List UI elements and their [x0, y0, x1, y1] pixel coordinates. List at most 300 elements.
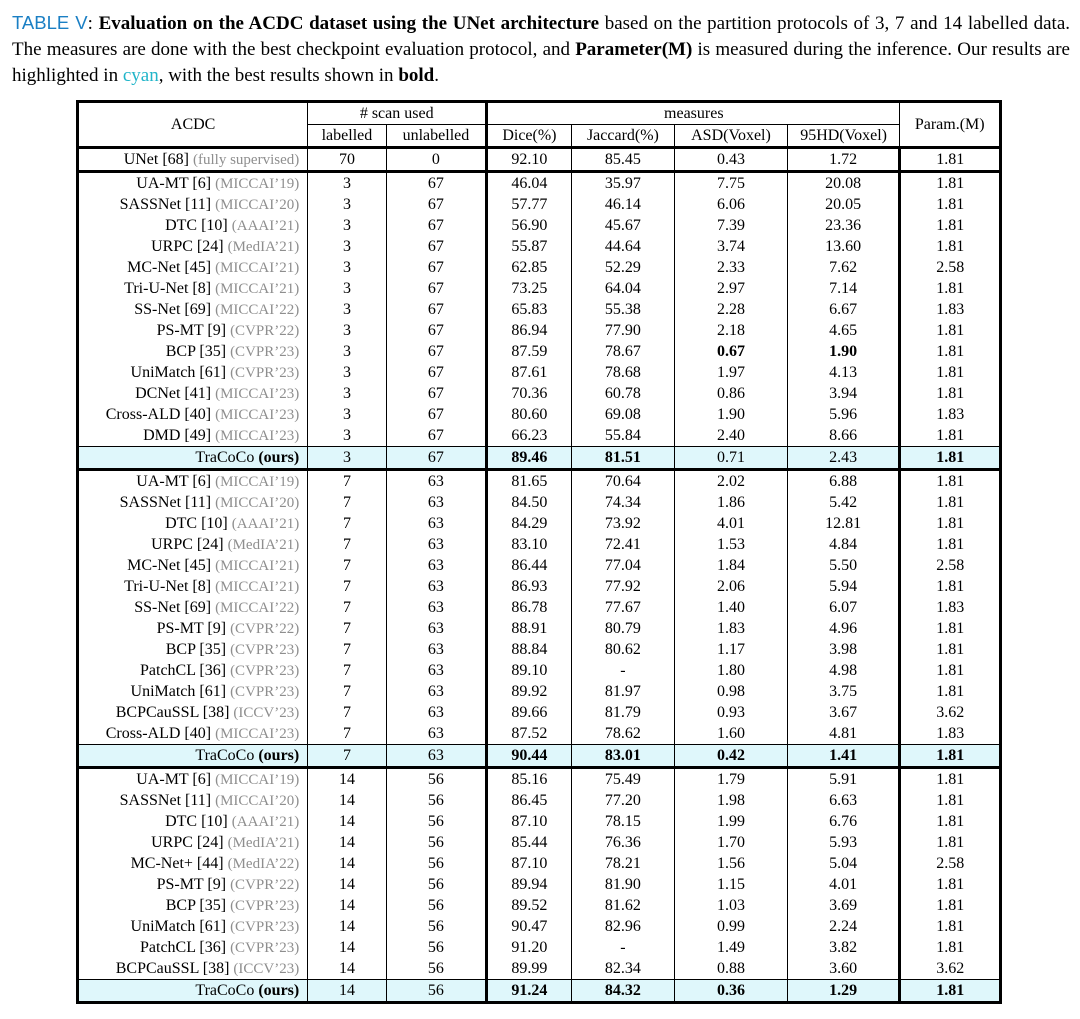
hd95-cell: 4.84	[787, 534, 900, 555]
method-name: URPC [24]	[151, 535, 224, 553]
asd-cell: 1.99	[675, 811, 788, 832]
caption-text-3: , with the best results shown in	[158, 65, 399, 86]
dice-cell: 57.77	[487, 194, 571, 215]
param-cell: 1.81	[900, 768, 1001, 791]
asd-cell: 0.98	[675, 681, 788, 702]
jaccard-cell: 77.67	[571, 597, 675, 618]
method-venue: (CVPR’23)	[230, 364, 300, 381]
hd95-cell: 12.81	[787, 513, 900, 534]
ours-label: (ours)	[258, 981, 300, 999]
table-row	[78, 874, 1001, 895]
method-cell	[78, 980, 308, 1003]
jaccard-cell: 55.84	[571, 425, 675, 447]
table-row	[78, 723, 1001, 745]
labelled-cell: 14	[308, 853, 386, 874]
method-venue: (MICCAI’23)	[215, 427, 300, 444]
jaccard-cell: 60.78	[571, 383, 675, 404]
hd95-cell: 13.60	[787, 236, 900, 257]
method-venue: (MedIA’21)	[227, 834, 300, 851]
jaccard-cell: 81.90	[571, 874, 675, 895]
unlabelled-cell: 67	[386, 425, 487, 447]
table-row	[78, 555, 1001, 576]
asd-cell: 1.49	[675, 937, 788, 958]
method-venue: (CVPR’22)	[230, 876, 300, 893]
table-row	[78, 362, 1001, 383]
hd95-cell: 7.62	[787, 257, 900, 278]
hd95-cell: 3.67	[787, 702, 900, 723]
caption-cyan-word: cyan	[122, 65, 159, 86]
hd95-cell: 4.96	[787, 618, 900, 639]
method-cell	[78, 404, 308, 425]
labelled-cell: 3	[308, 404, 386, 425]
labelled-cell: 7	[308, 639, 386, 660]
jaccard-cell: 78.67	[571, 341, 675, 362]
param-cell: 1.81	[900, 660, 1001, 681]
hd95-cell: 6.07	[787, 597, 900, 618]
hd95-cell: 3.94	[787, 383, 900, 404]
dice-cell: 92.10	[487, 148, 571, 172]
hd95-cell: 5.04	[787, 853, 900, 874]
method-cell	[78, 937, 308, 958]
table-row	[78, 895, 1001, 916]
labelled-cell: 14	[308, 980, 386, 1003]
labelled-cell: 3	[308, 236, 386, 257]
method-cell	[78, 639, 308, 660]
labelled-cell: 3	[308, 425, 386, 447]
unlabelled-cell: 56	[386, 853, 487, 874]
hd95-cell: 4.01	[787, 874, 900, 895]
method-venue: (CVPR’23)	[230, 641, 300, 658]
param-cell: 1.81	[900, 980, 1001, 1003]
dice-cell: 66.23	[487, 425, 571, 447]
table-row	[78, 513, 1001, 534]
unlabelled-cell: 63	[386, 618, 487, 639]
header-jaccard: Jaccard(%)	[571, 125, 675, 148]
param-cell: 1.81	[900, 832, 1001, 853]
method-venue: (ICCV’23)	[233, 960, 300, 977]
method-name: BCPCauSSL [38]	[115, 703, 230, 721]
unlabelled-cell: 56	[386, 916, 487, 937]
hd95-cell: 1.41	[787, 745, 900, 768]
dice-cell: 89.10	[487, 660, 571, 681]
dice-cell: 65.83	[487, 299, 571, 320]
dice-cell: 86.93	[487, 576, 571, 597]
dice-cell: 73.25	[487, 278, 571, 299]
asd-cell: 1.60	[675, 723, 788, 745]
method-venue: (MICCAI’23)	[215, 385, 300, 402]
unlabelled-cell: 56	[386, 811, 487, 832]
labelled-cell: 14	[308, 958, 386, 980]
unlabelled-cell: 67	[386, 320, 487, 341]
unlabelled-cell: 56	[386, 980, 487, 1003]
jaccard-cell: 70.64	[571, 470, 675, 493]
dice-cell: 87.52	[487, 723, 571, 745]
labelled-cell: 7	[308, 660, 386, 681]
table-header	[78, 102, 1001, 148]
jaccard-cell: 81.51	[571, 447, 675, 470]
method-name: UniMatch [61]	[130, 917, 227, 935]
method-name: SS-Net [69]	[134, 598, 212, 616]
dice-cell: 86.94	[487, 320, 571, 341]
dice-cell: 89.99	[487, 958, 571, 980]
asd-cell: 1.79	[675, 768, 788, 791]
table-row	[78, 278, 1001, 299]
method-cell	[78, 660, 308, 681]
method-cell	[78, 383, 308, 404]
labelled-cell: 7	[308, 745, 386, 768]
table-row	[78, 702, 1001, 723]
method-cell	[78, 702, 308, 723]
param-cell: 1.81	[900, 874, 1001, 895]
jaccard-cell: 84.32	[571, 980, 675, 1003]
hd95-cell: 2.43	[787, 447, 900, 470]
hd95-cell: 20.05	[787, 194, 900, 215]
hd95-cell: 4.98	[787, 660, 900, 681]
ours-row	[78, 447, 1001, 470]
table-row	[78, 832, 1001, 853]
method-venue: (MICCAI’22)	[215, 599, 300, 616]
method-cell	[78, 895, 308, 916]
method-cell	[78, 362, 308, 383]
asd-cell: 1.53	[675, 534, 788, 555]
method-name: PatchCL [36]	[140, 661, 227, 679]
method-cell	[78, 555, 308, 576]
method-name: SASSNet [11]	[119, 791, 212, 809]
param-cell: 3.62	[900, 702, 1001, 723]
param-cell: 3.62	[900, 958, 1001, 980]
dice-cell: 89.66	[487, 702, 571, 723]
table-row	[78, 811, 1001, 832]
unlabelled-cell: 63	[386, 534, 487, 555]
hd95-cell: 23.36	[787, 215, 900, 236]
jaccard-cell: 82.96	[571, 916, 675, 937]
method-venue: (MedIA’21)	[227, 536, 300, 553]
method-venue: (CVPR’23)	[230, 683, 300, 700]
hd95-cell: 5.91	[787, 768, 900, 791]
method-cell	[78, 576, 308, 597]
param-cell: 1.81	[900, 148, 1001, 172]
param-cell: 1.81	[900, 681, 1001, 702]
labelled-cell: 14	[308, 790, 386, 811]
param-cell: 1.81	[900, 362, 1001, 383]
jaccard-cell: 81.97	[571, 681, 675, 702]
labelled-cell: 7	[308, 513, 386, 534]
method-venue: (MICCAI’20)	[215, 196, 300, 213]
jaccard-cell: 44.64	[571, 236, 675, 257]
method-name: URPC [24]	[151, 833, 224, 851]
table-row	[78, 257, 1001, 278]
labelled-cell: 7	[308, 702, 386, 723]
method-venue: (CVPR’22)	[230, 322, 300, 339]
param-cell: 1.81	[900, 513, 1001, 534]
param-cell: 2.58	[900, 257, 1001, 278]
table-row	[78, 853, 1001, 874]
method-venue: (MICCAI’22)	[215, 301, 300, 318]
unlabelled-cell: 67	[386, 383, 487, 404]
hd95-cell: 2.24	[787, 916, 900, 937]
unlabelled-cell: 67	[386, 194, 487, 215]
labelled-cell: 14	[308, 832, 386, 853]
caption-colon: :	[87, 13, 99, 34]
labelled-cell: 14	[308, 937, 386, 958]
caption-bold-title: Evaluation on the ACDC dataset using the UNet architecture	[98, 13, 600, 34]
hd95-cell: 5.42	[787, 492, 900, 513]
unlabelled-cell: 67	[386, 278, 487, 299]
method-cell	[78, 916, 308, 937]
hd95-cell: 3.98	[787, 639, 900, 660]
hd95-cell: 4.13	[787, 362, 900, 383]
method-name: DMD [49]	[143, 426, 212, 444]
param-cell: 1.81	[900, 745, 1001, 768]
method-cell	[78, 513, 308, 534]
ours-row	[78, 745, 1001, 768]
hd95-cell: 6.76	[787, 811, 900, 832]
method-cell	[78, 172, 308, 195]
labelled-cell: 3	[308, 257, 386, 278]
jaccard-cell: 35.97	[571, 172, 675, 195]
param-cell: 1.81	[900, 534, 1001, 555]
asd-cell: 4.01	[675, 513, 788, 534]
unlabelled-cell: 56	[386, 874, 487, 895]
hd95-cell: 20.08	[787, 172, 900, 195]
dice-cell: 87.59	[487, 341, 571, 362]
dice-cell: 89.94	[487, 874, 571, 895]
table-row	[78, 404, 1001, 425]
method-cell	[78, 492, 308, 513]
method-name: TraCoCo	[195, 746, 255, 764]
dice-cell: 84.29	[487, 513, 571, 534]
jaccard-cell: 46.14	[571, 194, 675, 215]
asd-cell: 7.39	[675, 215, 788, 236]
unlabelled-cell: 63	[386, 470, 487, 493]
dice-cell: 83.10	[487, 534, 571, 555]
labelled-cell: 3	[308, 215, 386, 236]
param-cell: 1.81	[900, 236, 1001, 257]
dice-cell: 86.45	[487, 790, 571, 811]
unlabelled-cell: 63	[386, 555, 487, 576]
hd95-cell: 1.90	[787, 341, 900, 362]
labelled-cell: 3	[308, 341, 386, 362]
method-cell	[78, 745, 308, 768]
jaccard-cell: 78.68	[571, 362, 675, 383]
method-name: DCNet [41]	[135, 384, 212, 402]
dice-cell: 46.04	[487, 172, 571, 195]
param-cell: 1.81	[900, 916, 1001, 937]
asd-cell: 1.84	[675, 555, 788, 576]
asd-cell: 0.71	[675, 447, 788, 470]
method-name: PatchCL [36]	[140, 938, 227, 956]
jaccard-cell: 78.15	[571, 811, 675, 832]
method-cell	[78, 236, 308, 257]
dice-cell: 87.10	[487, 853, 571, 874]
jaccard-cell: 77.04	[571, 555, 675, 576]
param-cell: 1.83	[900, 404, 1001, 425]
method-venue: (fully supervised)	[193, 151, 300, 168]
dice-cell: 62.85	[487, 257, 571, 278]
asd-cell: 1.97	[675, 362, 788, 383]
param-cell: 1.81	[900, 383, 1001, 404]
unlabelled-cell: 63	[386, 723, 487, 745]
param-cell: 1.81	[900, 639, 1001, 660]
method-venue: (MICCAI’21)	[215, 557, 300, 574]
method-cell	[78, 832, 308, 853]
labelled-cell: 7	[308, 534, 386, 555]
table-row	[78, 492, 1001, 513]
asd-cell: 1.83	[675, 618, 788, 639]
labelled-cell: 3	[308, 278, 386, 299]
method-name: TraCoCo	[195, 448, 255, 466]
method-name: UA-MT [6]	[136, 472, 212, 490]
labelled-cell: 3	[308, 194, 386, 215]
method-cell	[78, 215, 308, 236]
asd-cell: 2.33	[675, 257, 788, 278]
jaccard-cell: 76.36	[571, 832, 675, 853]
param-cell: 1.81	[900, 447, 1001, 470]
unlabelled-cell: 63	[386, 639, 487, 660]
jaccard-cell: 45.67	[571, 215, 675, 236]
unlabelled-cell: 67	[386, 362, 487, 383]
table-caption	[12, 10, 1070, 89]
jaccard-cell: 73.92	[571, 513, 675, 534]
hd95-cell: 5.93	[787, 832, 900, 853]
asd-cell: 2.28	[675, 299, 788, 320]
dice-cell: 89.52	[487, 895, 571, 916]
unlabelled-cell: 67	[386, 172, 487, 195]
unlabelled-cell: 56	[386, 790, 487, 811]
method-cell	[78, 723, 308, 745]
asd-cell: 1.56	[675, 853, 788, 874]
method-name: UNet [68]	[123, 150, 189, 168]
labelled-cell: 3	[308, 299, 386, 320]
table-row	[78, 148, 1001, 172]
method-name: UA-MT [6]	[136, 174, 212, 192]
caption-text-2: is measured during the inference. Our results are highlighted in	[12, 39, 1070, 86]
ours-label: (ours)	[258, 746, 300, 764]
asd-cell: 1.70	[675, 832, 788, 853]
method-name: MC-Net [45]	[127, 556, 212, 574]
caption-bold-param: Parameter(M)	[575, 39, 693, 60]
asd-cell: 0.93	[675, 702, 788, 723]
unlabelled-cell: 67	[386, 215, 487, 236]
dice-cell: 56.90	[487, 215, 571, 236]
dice-cell: 87.10	[487, 811, 571, 832]
param-cell: 1.81	[900, 341, 1001, 362]
asd-cell: 0.67	[675, 341, 788, 362]
method-name: PS-MT [9]	[156, 619, 227, 637]
labelled-cell: 7	[308, 555, 386, 576]
method-venue: (MICCAI’21)	[215, 259, 300, 276]
method-cell	[78, 257, 308, 278]
header-param: Param.(M)	[900, 102, 1001, 148]
method-venue: (MICCAI’19)	[215, 473, 300, 490]
method-name: DTC [10]	[165, 812, 228, 830]
labelled-cell: 7	[308, 681, 386, 702]
labelled-cell: 3	[308, 447, 386, 470]
header-scan-used: # scan used	[308, 102, 487, 125]
unlabelled-cell: 63	[386, 681, 487, 702]
jaccard-cell: 72.41	[571, 534, 675, 555]
table-row	[78, 172, 1001, 195]
method-cell	[78, 768, 308, 791]
labelled-cell: 3	[308, 172, 386, 195]
asd-cell: 3.74	[675, 236, 788, 257]
unlabelled-cell: 67	[386, 257, 487, 278]
method-venue: (MICCAI’19)	[215, 175, 300, 192]
labelled-cell: 3	[308, 320, 386, 341]
results-table	[76, 100, 1002, 1004]
jaccard-cell: 81.79	[571, 702, 675, 723]
labelled-cell: 7	[308, 470, 386, 493]
table-row	[78, 790, 1001, 811]
table-row	[78, 937, 1001, 958]
method-cell	[78, 790, 308, 811]
labelled-cell: 70	[308, 148, 386, 172]
method-venue: (CVPR’23)	[230, 918, 300, 935]
method-name: MC-Net [45]	[127, 258, 212, 276]
method-cell	[78, 958, 308, 980]
asd-cell: 6.06	[675, 194, 788, 215]
dice-cell: 90.44	[487, 745, 571, 768]
dice-cell: 89.46	[487, 447, 571, 470]
method-venue: (AAAI’21)	[231, 813, 300, 830]
method-name: Cross-ALD [40]	[105, 724, 212, 742]
dice-cell: 86.44	[487, 555, 571, 576]
hd95-cell: 5.50	[787, 555, 900, 576]
unlabelled-cell: 67	[386, 236, 487, 257]
caption-text-1: based on the partition protocols of 3, 7 and 14 labelled data. The measures are done with the best checkpoint evaluation protocol, and	[12, 13, 1071, 60]
asd-cell: 1.80	[675, 660, 788, 681]
labelled-cell: 7	[308, 576, 386, 597]
method-venue: (MICCAI’20)	[215, 494, 300, 511]
table-row	[78, 958, 1001, 980]
asd-cell: 1.15	[675, 874, 788, 895]
param-cell: 1.81	[900, 172, 1001, 195]
unlabelled-cell: 67	[386, 341, 487, 362]
param-cell: 1.81	[900, 425, 1001, 447]
hd95-cell: 3.75	[787, 681, 900, 702]
jaccard-cell: 78.21	[571, 853, 675, 874]
param-cell: 1.81	[900, 618, 1001, 639]
method-name: URPC [24]	[151, 237, 224, 255]
jaccard-cell: 77.20	[571, 790, 675, 811]
jaccard-cell: 75.49	[571, 768, 675, 791]
method-name: SS-Net [69]	[134, 300, 212, 318]
method-cell	[78, 534, 308, 555]
table-row	[78, 194, 1001, 215]
method-name: DTC [10]	[165, 514, 228, 532]
jaccard-cell: -	[571, 937, 675, 958]
method-cell	[78, 470, 308, 493]
dice-cell: 55.87	[487, 236, 571, 257]
param-cell: 1.81	[900, 194, 1001, 215]
header-measures: measures	[487, 102, 900, 125]
method-venue: (AAAI’21)	[231, 217, 300, 234]
param-cell: 2.58	[900, 853, 1001, 874]
unlabelled-cell: 67	[386, 447, 487, 470]
asd-cell: 2.06	[675, 576, 788, 597]
table-row	[78, 639, 1001, 660]
method-venue: (CVPR’23)	[230, 897, 300, 914]
unlabelled-cell: 63	[386, 745, 487, 768]
param-cell: 1.81	[900, 811, 1001, 832]
jaccard-cell: 69.08	[571, 404, 675, 425]
ours-label: (ours)	[258, 448, 300, 466]
method-venue: (MICCAI’21)	[215, 280, 300, 297]
unlabelled-cell: 63	[386, 597, 487, 618]
asd-cell: 2.40	[675, 425, 788, 447]
table-row	[78, 576, 1001, 597]
jaccard-cell: 83.01	[571, 745, 675, 768]
